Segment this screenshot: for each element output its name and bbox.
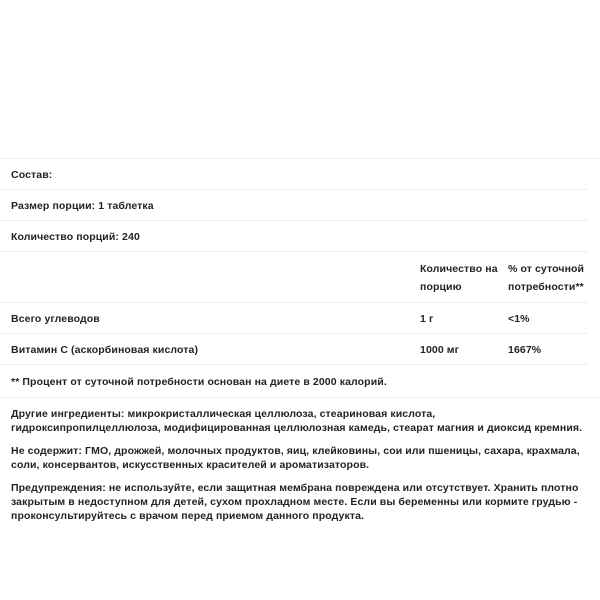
table-header-row [0,252,588,302]
table-row [0,303,588,333]
serving-size-row [0,190,588,220]
nutrient-amount: 1000 мг [420,344,460,356]
nutrient-name: Всего углеводов [11,313,100,325]
nutrient-name: Витамин С (аскорбиновая кислота) [11,344,199,356]
free-from-text: Не содержит: ГМО, дрожжей, молочных продуктов, яиц, клейковины, сои или пшеницы, сахара, крахмала, соли, консервантов, искусственных красителей и ароматизаторов. [11,445,580,471]
notes-section [0,398,600,523]
serving-size-cell [0,196,420,214]
servings-per-container-label: Количество порций: 240 [11,231,140,243]
panel-title-row [0,159,588,189]
page-title: Состав: [11,169,53,181]
table-row [0,334,588,364]
servings-per-container-row [0,221,588,251]
warnings-text: Предупреждения: не используйте, если защитная мембрана повреждена или отсутствует. Хранить плотно закрытым в недоступном для детей, сухом прохладном месте. Если вы беременны или кормите грудью - проконсультируйтесь с врачом перед приемом данного продукта. [11,482,579,522]
servings-per-container-cell [0,227,420,245]
daily-value-footnote [0,365,588,397]
panel-title-cell [0,165,420,183]
supplement-facts-panel [0,158,600,523]
column-header-amount-per-serving: Количество на порцию [420,263,498,293]
serving-size-label: Размер порции: 1 таблетка [11,200,154,212]
nutrient-amount: 1 г [420,313,434,325]
nutrient-daily-value: <1% [508,313,530,325]
nutrient-daily-value: 1667% [508,344,542,356]
other-ingredients-text: Другие ингредиенты: микрокристаллическая целлюлоза, стеариновая кислота, гидроксипропилцеллюлоза, модифицированная целлюлозная камедь, стеарат магния и диоксид кремния. [11,408,583,434]
footnote-text: ** Процент от суточной потребности основан на диете в 2000 калорий. [11,376,387,388]
column-header-percent-daily-value: % от суточной потребности** [508,263,585,293]
